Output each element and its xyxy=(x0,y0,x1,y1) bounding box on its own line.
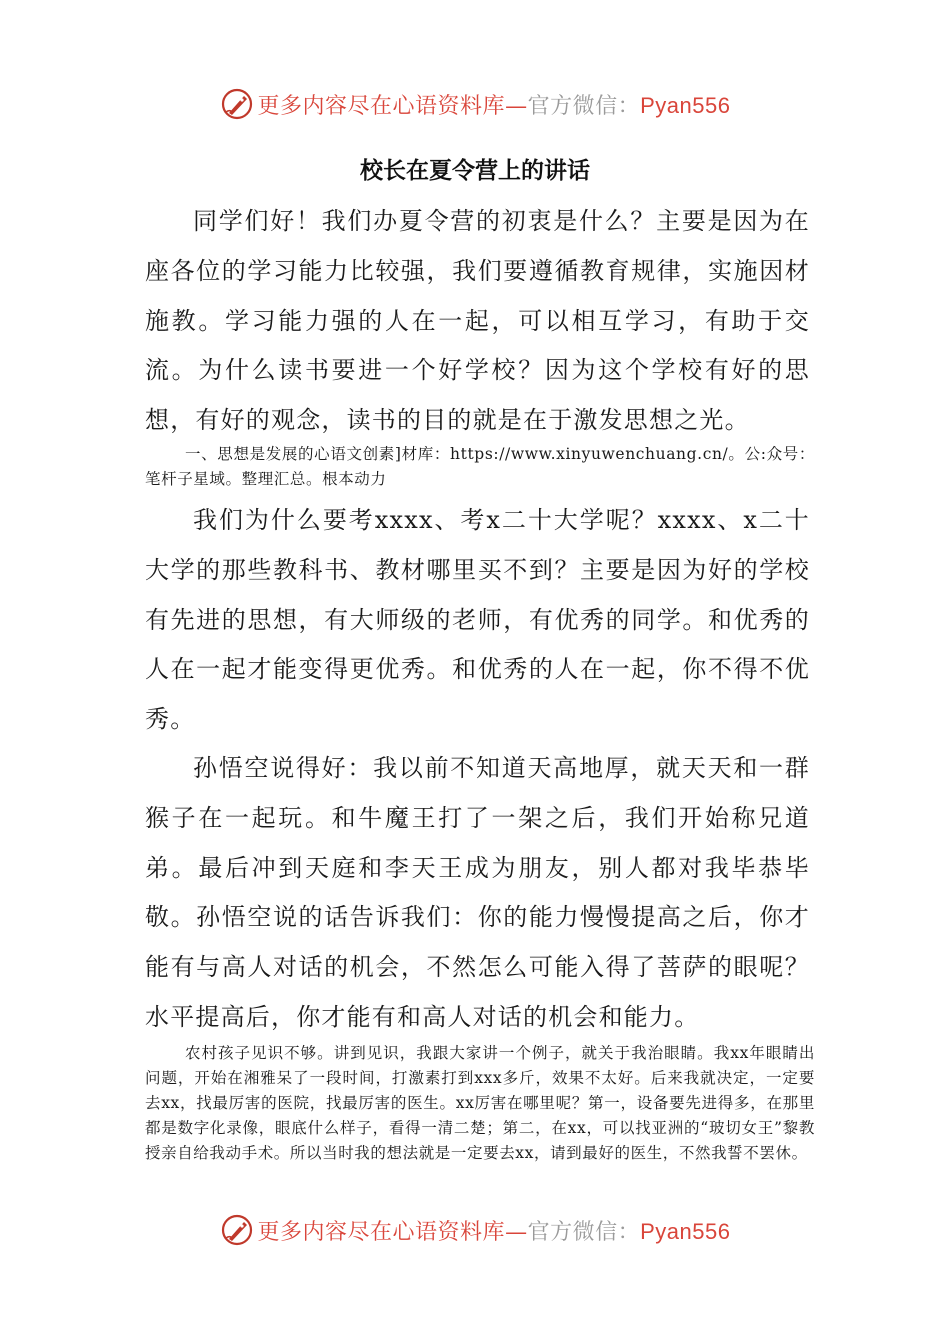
footer-banner xyxy=(0,1210,950,1250)
official-label: 官方微信： xyxy=(527,1219,641,1245)
paragraph-sun-wukong: 孙悟空说得好：我以前不知道天高地厚，就天天和一群猴子在一起玩。和牛魔王打了一架之后，我们开始称兄道弟。最后冲到天庭和李天王成为朋友，别人都对我毕恭毕敬。孙悟空说的话告诉我们：你的能力慢慢提高之后，你才能有与高人对话的机会，不然怎么可能入得了菩萨的眼呢？水平提高后，你才能有和高人对话的机会和能力。 xyxy=(145,754,810,1031)
paragraph-intro: 同学们好！我们办夏令营的初衷是什么？主要是因为在座各位的学习能力比较强，我们要遵循教育规律，实施因材施教。学习能力强的人在一起，可以相互学习，有助于交流。为什么读书要进一个好学校？因为这个学校有好的思想，有好的观念，读书的目的就是在于激发思想之光。 xyxy=(145,207,810,435)
paragraph-eye-story: 农村孩子见识不够。讲到见识，我跟大家讲一个例子，就关于我治眼睛。我xx年眼睛出问题，开始在湘雅呆了一段时间，打激素打到xxx多斤，效果不太好。后来我就决定，一定要去xx，找最厉害的医院，找最厉害的医生。xx厉害在哪里呢？第一，设备要先进得多，在那里都是数字化录像，眼底什么样子，看得一清二楚；第二，在xx，可以找亚洲的“玻切女王”黎教授亲自给我动手术。所以当时我的想法就是一定要去xx，请到最好的医生，不然我誓不罢休。 xyxy=(145,1044,815,1162)
header-banner xyxy=(0,84,950,124)
paragraph-section-heading: 一、思想是发展的心语文创素]材库：https://www.xinyuwenchuang.cn/。公:众号：笔杆子星域。整理汇总。根本动力 xyxy=(145,445,815,488)
wechat-id: Pyan556 xyxy=(640,1218,731,1244)
site-name: 更多内容尽在心语资料库 xyxy=(257,1219,506,1245)
header-banner-text xyxy=(258,89,731,120)
banner-separator: — xyxy=(505,93,528,119)
pen-nib-logo-icon xyxy=(220,87,254,121)
footer-banner-text xyxy=(258,1215,731,1246)
paragraph-good-school: 我们为什么要考xxxx、考x二十大学呢？xxxx、x二十大学的那些教科书、教材哪里买不到？主要是因为好的学校有先进的思想，有大师级的老师，有优秀的同学。和优秀的人在一起才能变得更优秀。和优秀的人在一起，你不得不优秀。 xyxy=(145,506,810,734)
banner-separator: — xyxy=(505,1219,528,1245)
official-label: 官方微信： xyxy=(527,93,641,119)
document-title: 校长在夏令营上的讲话 xyxy=(360,158,590,184)
site-name: 更多内容尽在心语资料库 xyxy=(257,93,506,119)
wechat-id: Pyan556 xyxy=(640,92,731,118)
pen-nib-logo-icon xyxy=(220,1213,254,1247)
